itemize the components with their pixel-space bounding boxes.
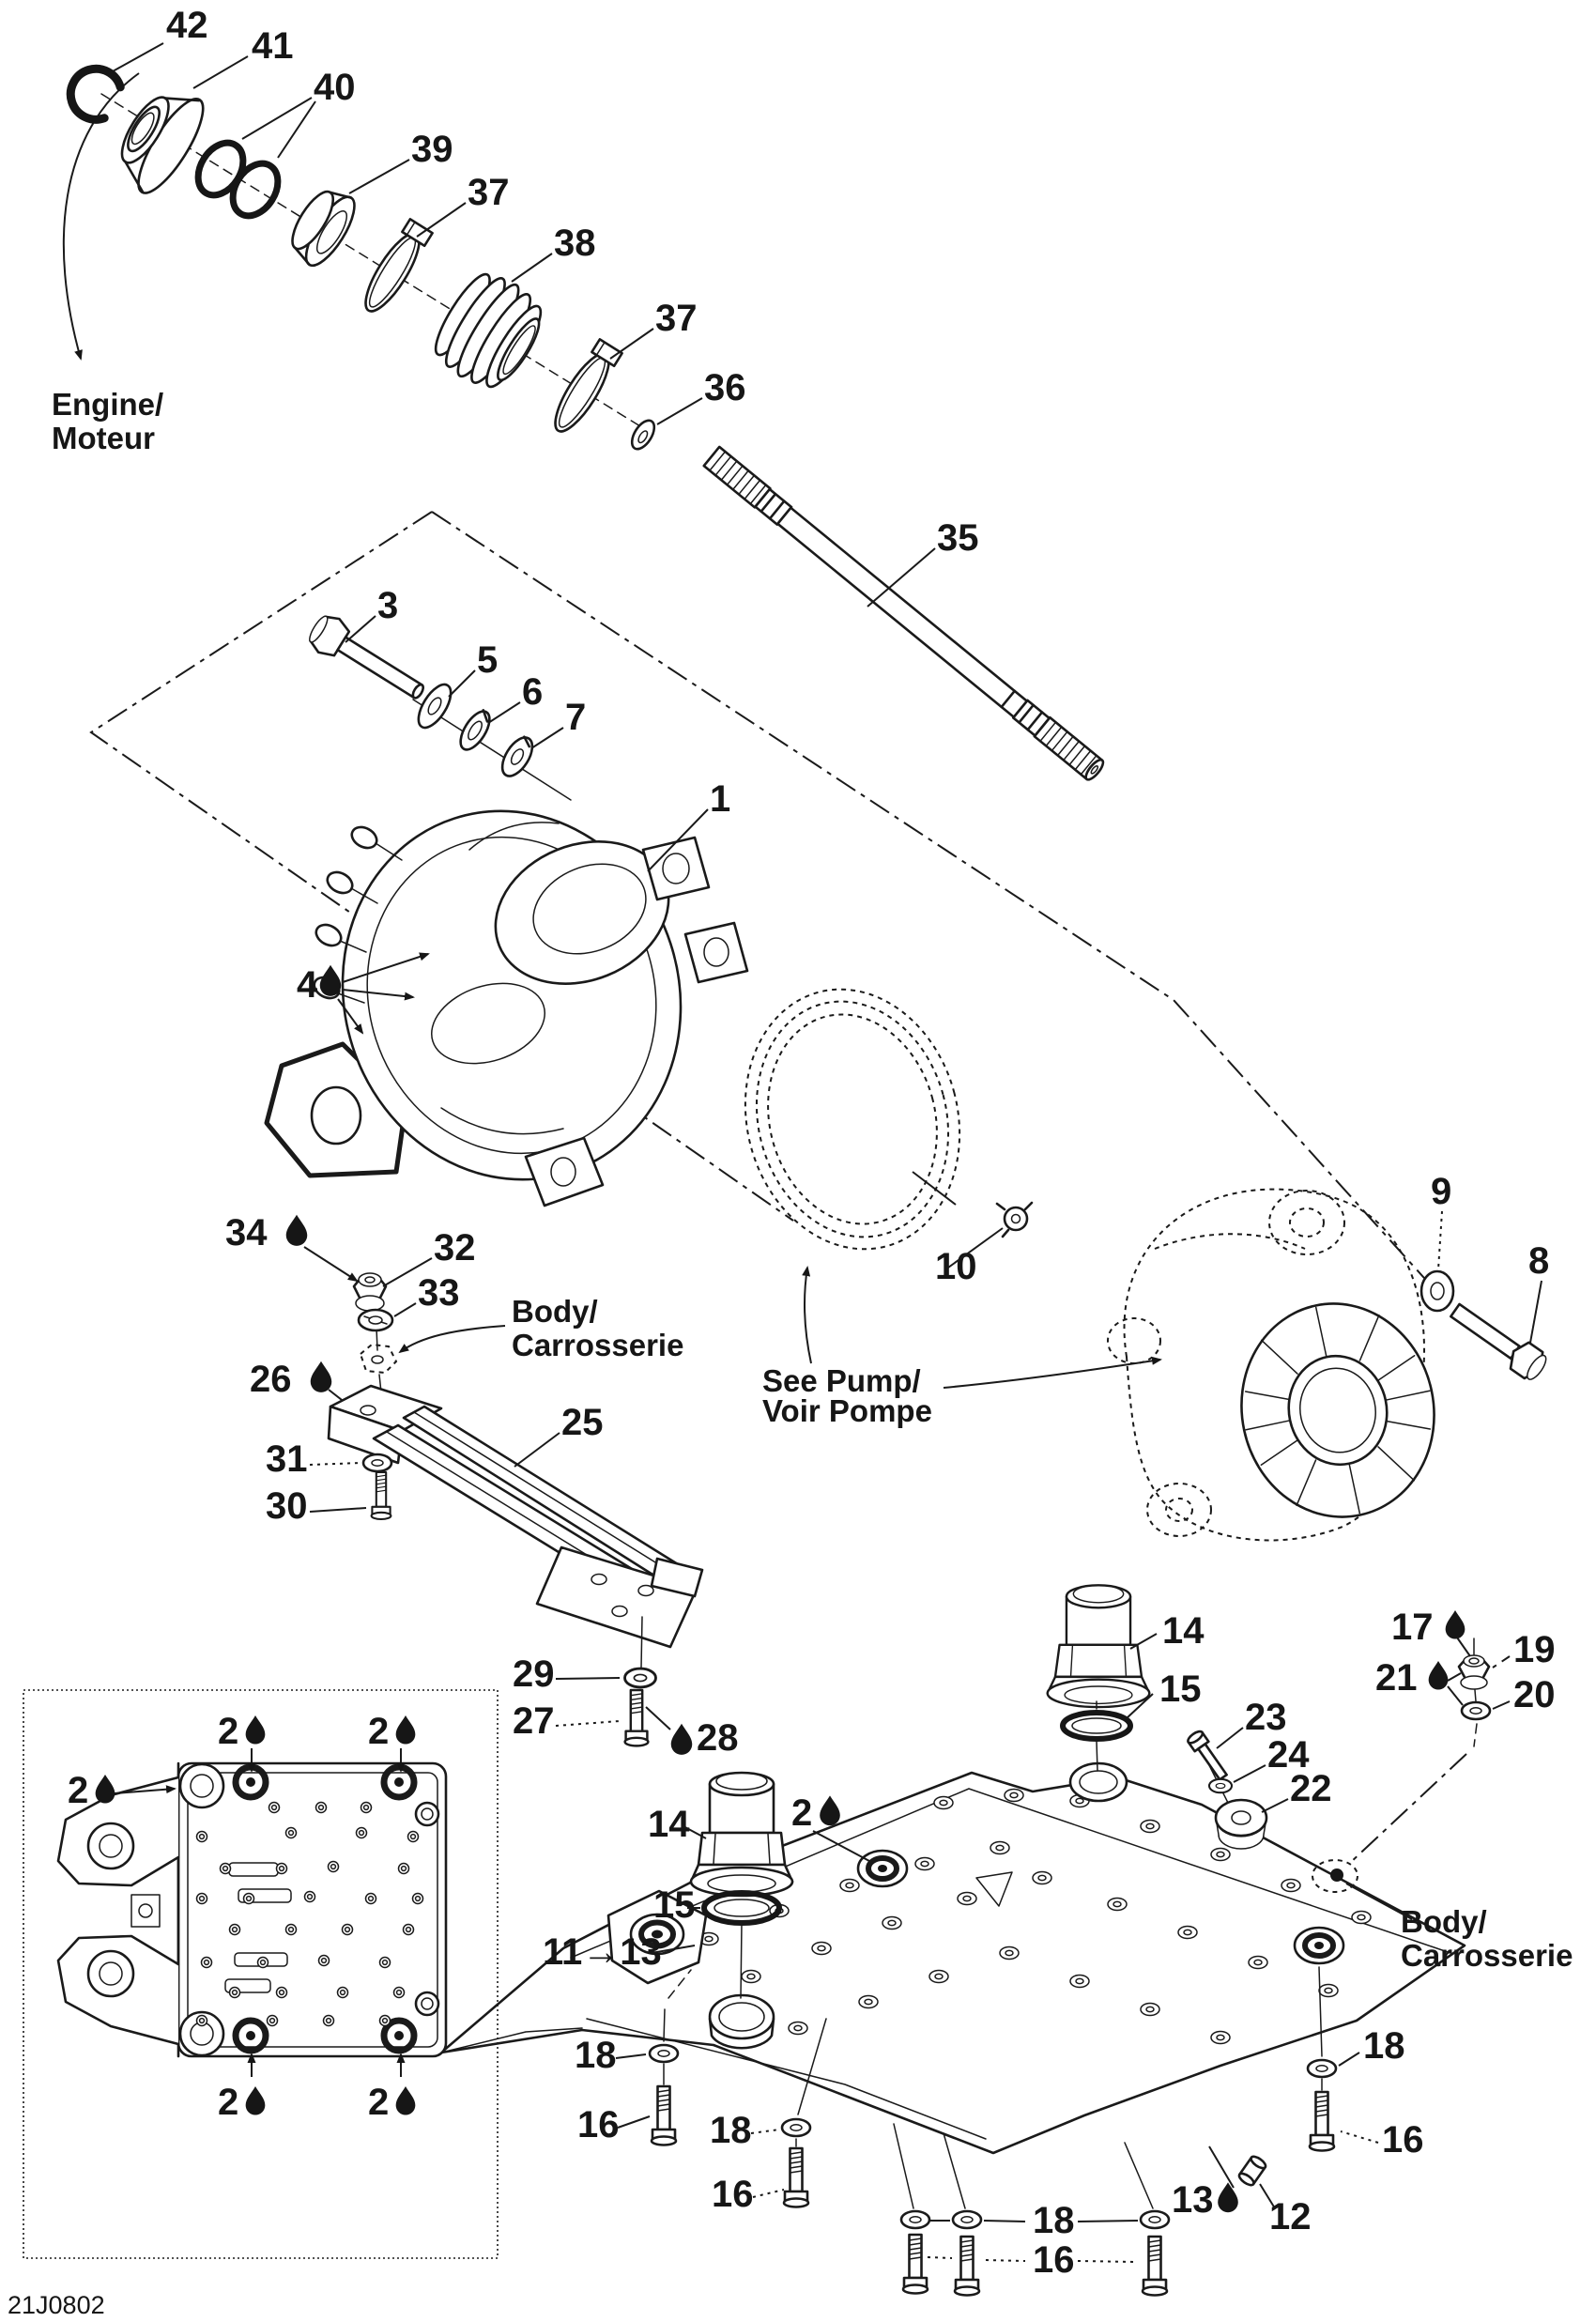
plate-boss-b xyxy=(1070,1763,1127,1801)
callout-33: 33 xyxy=(418,1272,460,1314)
see-pump-line1: See Pump/ xyxy=(762,1363,921,1398)
callout-18d: 18 xyxy=(1363,2025,1405,2067)
callout-18c: 18 xyxy=(1033,2200,1075,2241)
callout-26: 26 xyxy=(250,1359,292,1400)
callout-13: 13 xyxy=(1172,2179,1214,2221)
callout-29: 29 xyxy=(513,1653,555,1695)
callout-38: 38 xyxy=(554,223,596,264)
callout-20: 20 xyxy=(1513,1674,1556,1715)
callout-16a: 16 xyxy=(577,2104,620,2145)
callout-23: 23 xyxy=(1245,1697,1287,1738)
body-note1-line2: Carrosserie xyxy=(512,1328,684,1362)
part-washer-9 xyxy=(1421,1271,1453,1311)
callout-30: 30 xyxy=(266,1485,308,1527)
callout-2-inset-c: 2 xyxy=(68,1770,89,1811)
callout-36: 36 xyxy=(704,367,746,408)
callout-2-inset-a: 2 xyxy=(218,1711,239,1752)
body-note2-line1: Body/ xyxy=(1401,1904,1487,1939)
plate-center-mount xyxy=(858,1851,907,1886)
callout-18a: 18 xyxy=(575,2035,617,2076)
part-washer-20 xyxy=(1462,1702,1490,1719)
part-nut-32 xyxy=(354,1273,386,1311)
callout-32: 32 xyxy=(434,1227,476,1269)
callout-41: 41 xyxy=(252,25,294,67)
callout-17: 17 xyxy=(1391,1607,1434,1648)
part-washer-24 xyxy=(1209,1779,1232,1792)
callout-5: 5 xyxy=(477,639,499,681)
callout-42: 42 xyxy=(166,5,208,46)
callout-4: 4 xyxy=(297,964,318,1006)
body-note2-line2: Carrosserie xyxy=(1401,1938,1573,1973)
part-washer-31 xyxy=(363,1454,391,1471)
callout-31: 31 xyxy=(266,1438,308,1480)
callout-37-rear: 37 xyxy=(655,298,698,339)
callout-14a: 14 xyxy=(648,1804,690,1845)
callout-1: 1 xyxy=(710,778,731,820)
callout-40: 40 xyxy=(314,67,356,108)
callout-14b: 14 xyxy=(1162,1610,1205,1652)
part-damper-22 xyxy=(1216,1800,1266,1849)
callout-37-front: 37 xyxy=(468,172,510,213)
callout-28: 28 xyxy=(697,1717,739,1759)
part-nut-19 xyxy=(1459,1655,1489,1689)
callout-2-main: 2 xyxy=(791,1792,813,1834)
callout-15b: 15 xyxy=(1159,1668,1202,1710)
callout-16c: 16 xyxy=(1033,2239,1075,2281)
callout-27: 27 xyxy=(513,1700,555,1742)
engine-label-line1: Engine/ xyxy=(52,387,164,422)
callout-19: 19 xyxy=(1513,1629,1556,1670)
callout-2-inset-b: 2 xyxy=(368,1711,390,1752)
callout-2-inset-d: 2 xyxy=(218,2082,239,2123)
part-washer-29 xyxy=(625,1668,656,1687)
part-washer-33 xyxy=(359,1310,392,1330)
callout-25: 25 xyxy=(561,1402,604,1443)
callout-7: 7 xyxy=(565,697,587,738)
callout-22: 22 xyxy=(1290,1768,1332,1809)
plate-right-mount xyxy=(1295,1928,1343,1963)
body-stud-point xyxy=(1330,1868,1343,1882)
callout-8: 8 xyxy=(1528,1240,1550,1282)
callout-24: 24 xyxy=(1267,1734,1310,1776)
engine-label-line2: Moteur xyxy=(52,421,155,455)
callout-16b: 16 xyxy=(712,2174,754,2215)
callout-34: 34 xyxy=(225,1212,268,1253)
callout-39: 39 xyxy=(411,129,453,170)
callout-16d: 16 xyxy=(1382,2119,1424,2161)
callout-18b: 18 xyxy=(710,2110,752,2151)
callout-9: 9 xyxy=(1431,1171,1452,1212)
callout-21: 21 xyxy=(1375,1657,1418,1699)
callout-2-inset-e: 2 xyxy=(368,2082,390,2123)
body-note1-line1: Body/ xyxy=(512,1294,598,1329)
callout-35: 35 xyxy=(937,517,979,559)
callout-15a: 15 xyxy=(653,1884,696,1926)
callout-10: 10 xyxy=(935,1246,977,1287)
callout-3: 3 xyxy=(377,585,399,626)
callout-11-13: 11→13 xyxy=(543,1931,662,1973)
callout-12: 12 xyxy=(1269,2196,1312,2237)
callout-6: 6 xyxy=(522,671,544,713)
part-code: 21J0802 xyxy=(8,2291,105,2319)
see-pump-line2: Voir Pompe xyxy=(762,1393,932,1428)
